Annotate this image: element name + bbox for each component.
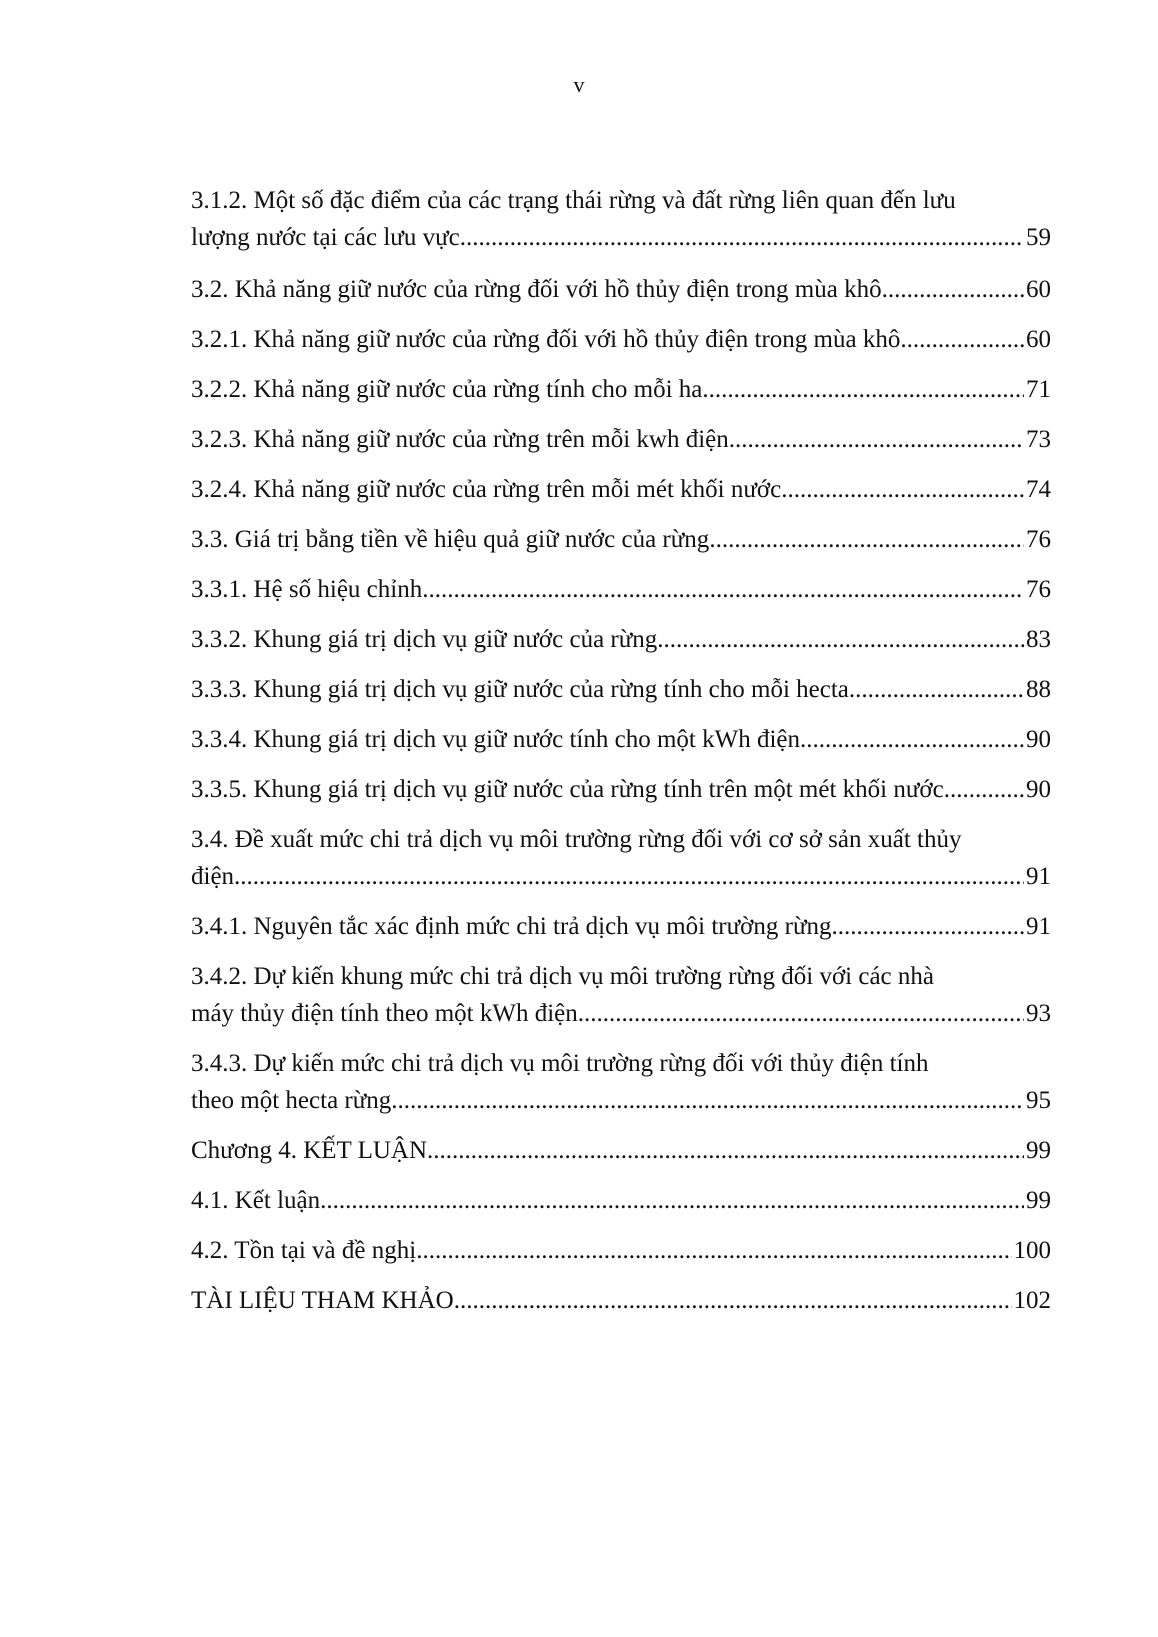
toc-entry-title: TÀI LIỆU THAM KHẢO: [191, 1287, 454, 1314]
toc-dot-leader: [781, 471, 1024, 508]
toc-page-number: 95: [1026, 1087, 1051, 1114]
toc-entry[interactable]: [191, 471, 1051, 508]
toc-page-number: 83: [1026, 626, 1051, 653]
toc-entry[interactable]: [191, 671, 1051, 708]
toc-entry[interactable]: [191, 1182, 1051, 1219]
toc-entry[interactable]: [191, 271, 1051, 308]
toc-entry[interactable]: [191, 182, 1051, 256]
toc-page-number: 88: [1026, 676, 1051, 703]
toc-entry-title: 4.2. Tồn tại và đề nghị: [191, 1237, 417, 1264]
toc-entry-title: 3.3.3. Khung giá trị dịch vụ giữ nước của rừng tính cho mỗi hecta: [191, 676, 849, 703]
page-number: v: [573, 72, 585, 97]
toc-entry[interactable]: [191, 1232, 1051, 1269]
toc-dot-leader: [832, 908, 1024, 945]
toc-entry-title: 3.3.1. Hệ số hiệu chỉnh: [191, 576, 423, 603]
toc-entry-title: 3.3. Giá trị bằng tiền về hiệu quả giữ nước của rừng: [191, 526, 710, 553]
toc-entry-title: 3.2.4. Khả năng giữ nước của rừng trên mỗi mét khối nước: [191, 476, 782, 503]
toc-dot-leader: [657, 621, 1024, 658]
toc-page-number: 91: [1026, 913, 1051, 940]
toc-entry-title: 3.2.2. Khả năng giữ nước của rừng tính cho mỗi ha: [191, 376, 703, 403]
toc-page-number: 93: [1026, 1000, 1051, 1027]
toc-entry[interactable]: [191, 1045, 1051, 1119]
toc-entry-title: máy thủy điện tính theo một kWh điện: [191, 1000, 578, 1027]
toc-dot-leader: [849, 671, 1024, 708]
toc-page-number: 71: [1026, 376, 1051, 403]
toc-entry-text-line: 3.4.3. Dự kiến mức chi trả dịch vụ môi trường rừng đối với thủy điện tính: [191, 1050, 929, 1077]
toc-entry[interactable]: [191, 1132, 1051, 1169]
toc-page-number: 74: [1026, 476, 1051, 503]
toc-dot-leader: [702, 371, 1024, 408]
toc-entry[interactable]: [191, 571, 1051, 608]
toc-page-number: 76: [1026, 576, 1051, 603]
toc-entry-title: lượng nước tại các lưu vực: [191, 224, 460, 251]
toc-entry-title: 3.2.3. Khả năng giữ nước của rừng trên mỗi kwh điện: [191, 426, 729, 453]
toc-dot-leader: [460, 219, 1024, 256]
toc-dot-leader: [882, 271, 1024, 308]
toc-entry[interactable]: [191, 621, 1051, 658]
toc-entry-title: theo một hecta rừng: [191, 1087, 392, 1114]
toc-page-number: 59: [1026, 224, 1051, 251]
toc-entry-title: điện: [191, 863, 235, 890]
toc-entry-title: 3.3.5. Khung giá trị dịch vụ giữ nước của rừng tính trên một mét khối nước: [191, 776, 944, 803]
toc-entry-title: 4.1. Kết luận: [191, 1187, 321, 1214]
toc-dot-leader: [578, 995, 1024, 1032]
toc-entry-text-line: 3.4.2. Dự kiến khung mức chi trả dịch vụ môi trường rừng đối với các nhà: [191, 963, 934, 990]
toc-entry[interactable]: [191, 721, 1051, 758]
toc-entry[interactable]: [191, 821, 1051, 895]
toc-page-number: 90: [1026, 726, 1051, 753]
toc-entry-title: 3.3.4. Khung giá trị dịch vụ giữ nước tính cho một kWh điện: [191, 726, 800, 753]
toc-entry[interactable]: [191, 771, 1051, 808]
toc-page-number: 99: [1026, 1137, 1051, 1164]
toc-page-number: 100: [1013, 1237, 1051, 1264]
toc-entry-title: 3.2.1. Khả năng giữ nước của rừng đối với hồ thủy điện trong mùa khô: [191, 326, 901, 353]
toc-entry-title: 3.2. Khả năng giữ nước của rừng đối với hồ thủy điện trong mùa khô: [191, 276, 882, 303]
toc-dot-leader: [800, 721, 1024, 758]
toc-page-number: 60: [1026, 276, 1051, 303]
toc-entry-title: 3.4.1. Nguyên tắc xác định mức chi trả dịch vụ môi trường rừng: [191, 913, 832, 940]
toc-entry-title: 3.3.2. Khung giá trị dịch vụ giữ nước của rừng: [191, 626, 658, 653]
toc-entry-text-line: 3.4. Đề xuất mức chi trả dịch vụ môi trường rừng đối với cơ sở sản xuất thủy: [191, 826, 962, 853]
toc-page-number: 102: [1013, 1287, 1051, 1314]
toc-entry-title: Chương 4. KẾT LUẬN: [191, 1137, 428, 1164]
toc-dot-leader: [729, 421, 1024, 458]
toc-page-number: 99: [1026, 1187, 1051, 1214]
toc-dot-leader: [944, 771, 1024, 808]
toc-page-number: 73: [1026, 426, 1051, 453]
toc-entry[interactable]: [191, 321, 1051, 358]
toc-dot-leader: [391, 1082, 1024, 1119]
toc-entry[interactable]: [191, 371, 1051, 408]
toc-dot-leader: [709, 521, 1024, 558]
toc-entry[interactable]: [191, 908, 1051, 945]
toc-dot-leader: [900, 321, 1024, 358]
toc-page-number: 60: [1026, 326, 1051, 353]
toc-page-number: 90: [1026, 776, 1051, 803]
toc-dot-leader: [427, 1132, 1024, 1169]
toc-page-number: 91: [1026, 863, 1051, 890]
toc-page-number: 76: [1026, 526, 1051, 553]
toc-dot-leader: [416, 1232, 1011, 1269]
toc-entry[interactable]: [191, 958, 1051, 1032]
toc-entry[interactable]: [191, 421, 1051, 458]
toc-entry[interactable]: [191, 1282, 1051, 1319]
toc-dot-leader: [320, 1182, 1024, 1219]
toc-dot-leader: [454, 1282, 1012, 1319]
toc-entry-text-line: 3.1.2. Một số đặc điểm của các trạng thái rừng và đất rừng liên quan đến lưu: [191, 187, 956, 214]
toc-entry[interactable]: [191, 521, 1051, 558]
toc-dot-leader: [234, 858, 1024, 895]
table-of-contents: [191, 182, 1051, 1319]
toc-dot-leader: [422, 571, 1024, 608]
